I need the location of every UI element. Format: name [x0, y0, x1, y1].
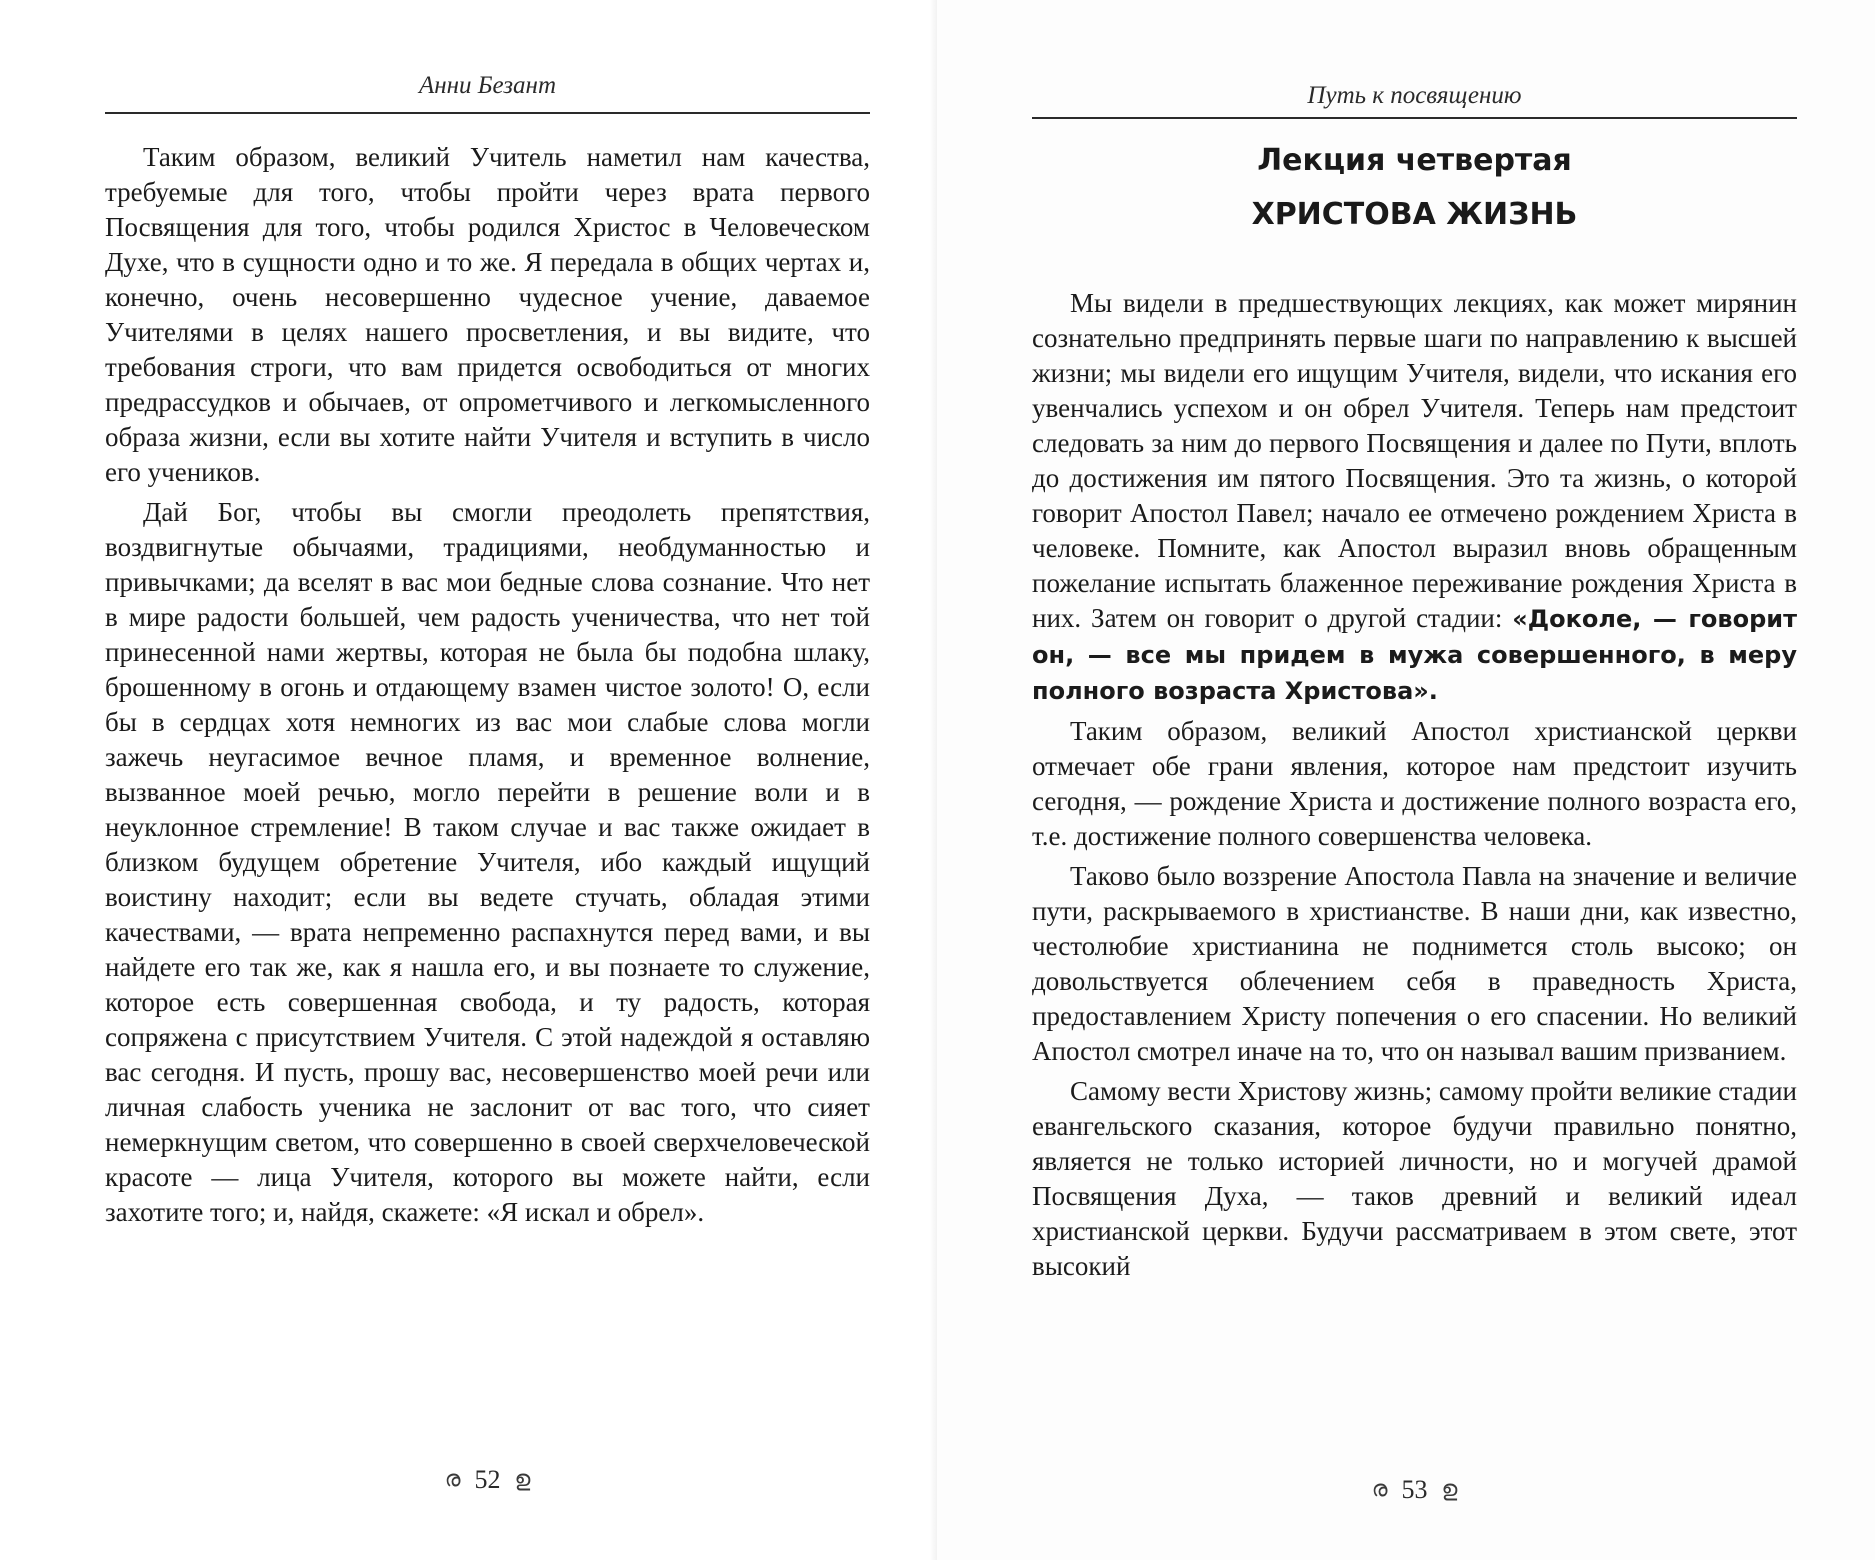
- right-body-text: [1032, 286, 1797, 1289]
- paragraph: Таким образом, великий Учитель наметил нам качества, требуемые для того, чтобы пройти через врата первого Посвящения для того, чтобы родился Христос в Человеческом Духе, что в сущности одно и то же. Я передала в общих чертах и, конечно, очень несовершенно чудесное учение, даваемое Учителями в целях нашего просветления, и вы видите, что требования строги, что вам придется освободиться от многих предрассудков и обычаев, от опрометчивого и легкомысленного образа жизни, если вы хотите найти Учителя и вступить в число его учеников.: [105, 142, 870, 487]
- page-number: 53: [1401, 1475, 1428, 1504]
- header-rule: [1032, 117, 1797, 119]
- paragraph: Дай Бог, чтобы вы смогли преодолеть препятствия, воздвигнутые обычаями, традициями, необдуманностью и привычками; да вселят в вас мои бедные слова сознание. Что нет в мире радости большей, чем радость ученичества, что нет той принесенной нами жертвы, которая не была бы подобна шлаку, брошенному в огонь и отдающему взамен чистое золото! О, если бы в сердцах хотя немногих из вас мои слабые слова могли зажечь неугасимое вечное пламя, и временное волнение, вызванное моей речью, могло перейти в решение воли и в неуклонное стремление! В таком случае и вас также ожидает в близком будущем обретение Учителя, ибо каждый ищущий воистину находит; если вы ведете стучать, обладая этими качествами, — врата непременно распахнутся перед вами, и вы найдете его так же, как я нашла его, и вы познаете то служение, которое есть совершенная свобода, и ту радость, которая сопряжена с присутствием Учителя. С этой надеждой я оставляю вас сегодня. И пусть, прошу вас, несовершенство моей речи или личная слабость ученика не заслонит от вас того, что сияет немеркнущим светом, что совершенно в своей сверхчеловеческой красоте — лица Учителя, которого вы можете найти, если захотите того; и, найдя, скажете: «Я искал и обрел».: [105, 497, 870, 1227]
- page-number-footer: [1032, 1475, 1797, 1505]
- paragraph: Таково было воззрение Апостола Павла на значение и величие пути, раскрываемого в христианстве. В наши дни, как известно, честолюбие христианина не поднимется столь высоко; он довольствуется облечением себя в праведность Христа, предоставлением Христу попечения о его спасении. Но великий Апостол смотрел иначе на то, что он называл вашим призванием.: [1032, 861, 1797, 1066]
- page-number-footer: [105, 1465, 870, 1495]
- running-head-author: Анни Безант: [418, 72, 557, 99]
- page-number: 52: [474, 1465, 501, 1494]
- lecture-title-heading: ХРИСТОВА ЖИЗНЬ: [1251, 197, 1578, 232]
- fleuron-left-icon: ര: [444, 1466, 461, 1491]
- fleuron-right-icon: ഉ: [1441, 1476, 1458, 1501]
- lecture-number-heading: Лекция четвертая: [1257, 143, 1572, 178]
- paragraph: [1032, 286, 1797, 709]
- left-page: [0, 0, 937, 1560]
- left-body-text: [105, 140, 870, 1235]
- fleuron-right-icon: ഉ: [514, 1466, 531, 1491]
- bold-quote: «Доколе, — говорит он, — все мы придем в мужа совершенного, в меру полного возраста Христова».: [1032, 605, 1798, 705]
- right-page: [937, 0, 1875, 1560]
- fleuron-left-icon: ര: [1371, 1476, 1388, 1501]
- paragraph: Самому вести Христову жизнь; самому пройти великие стадии евангельского сказания, которое будучи правильно понятно, является не только историей личности, но и могучей драмой Посвящения Духа, — таков древний и великий идеал христианской церкви. Будучи рассматриваем в этом свете, этот высокий: [1032, 1076, 1797, 1281]
- paragraph: Таким образом, великий Апостол христианской церкви отмечает обе грани явления, которое нам предстоит изучить сегодня, — рождение Христа и достижение полного возраста его, т.е. достижение полного совершенства человека.: [1032, 716, 1797, 851]
- running-head-title: Путь к посвящению: [1307, 82, 1522, 109]
- paragraph-text: Мы видели в предшествующих лекциях, как может мирянин сознательно предпринять первые шаги по направлению к высшей жизни; мы видели его ищущим Учителя, видели, что искания его увенчались успехом и он обрел Учителя. Теперь нам предстоит следовать за ним до первого Посвящения и далее по Пути, вплоть до достижения им пятого Посвящения. Это та жизнь, о которой говорит Апостол Павел; начало ее отмечено рождением Христа в человеке. Помните, как Апостол выразил вновь обращенным пожелание испытать блаженное переживание рождения Христа в них. Затем он говорит о другой стадии:: [1032, 288, 1797, 633]
- header-rule: [105, 112, 870, 114]
